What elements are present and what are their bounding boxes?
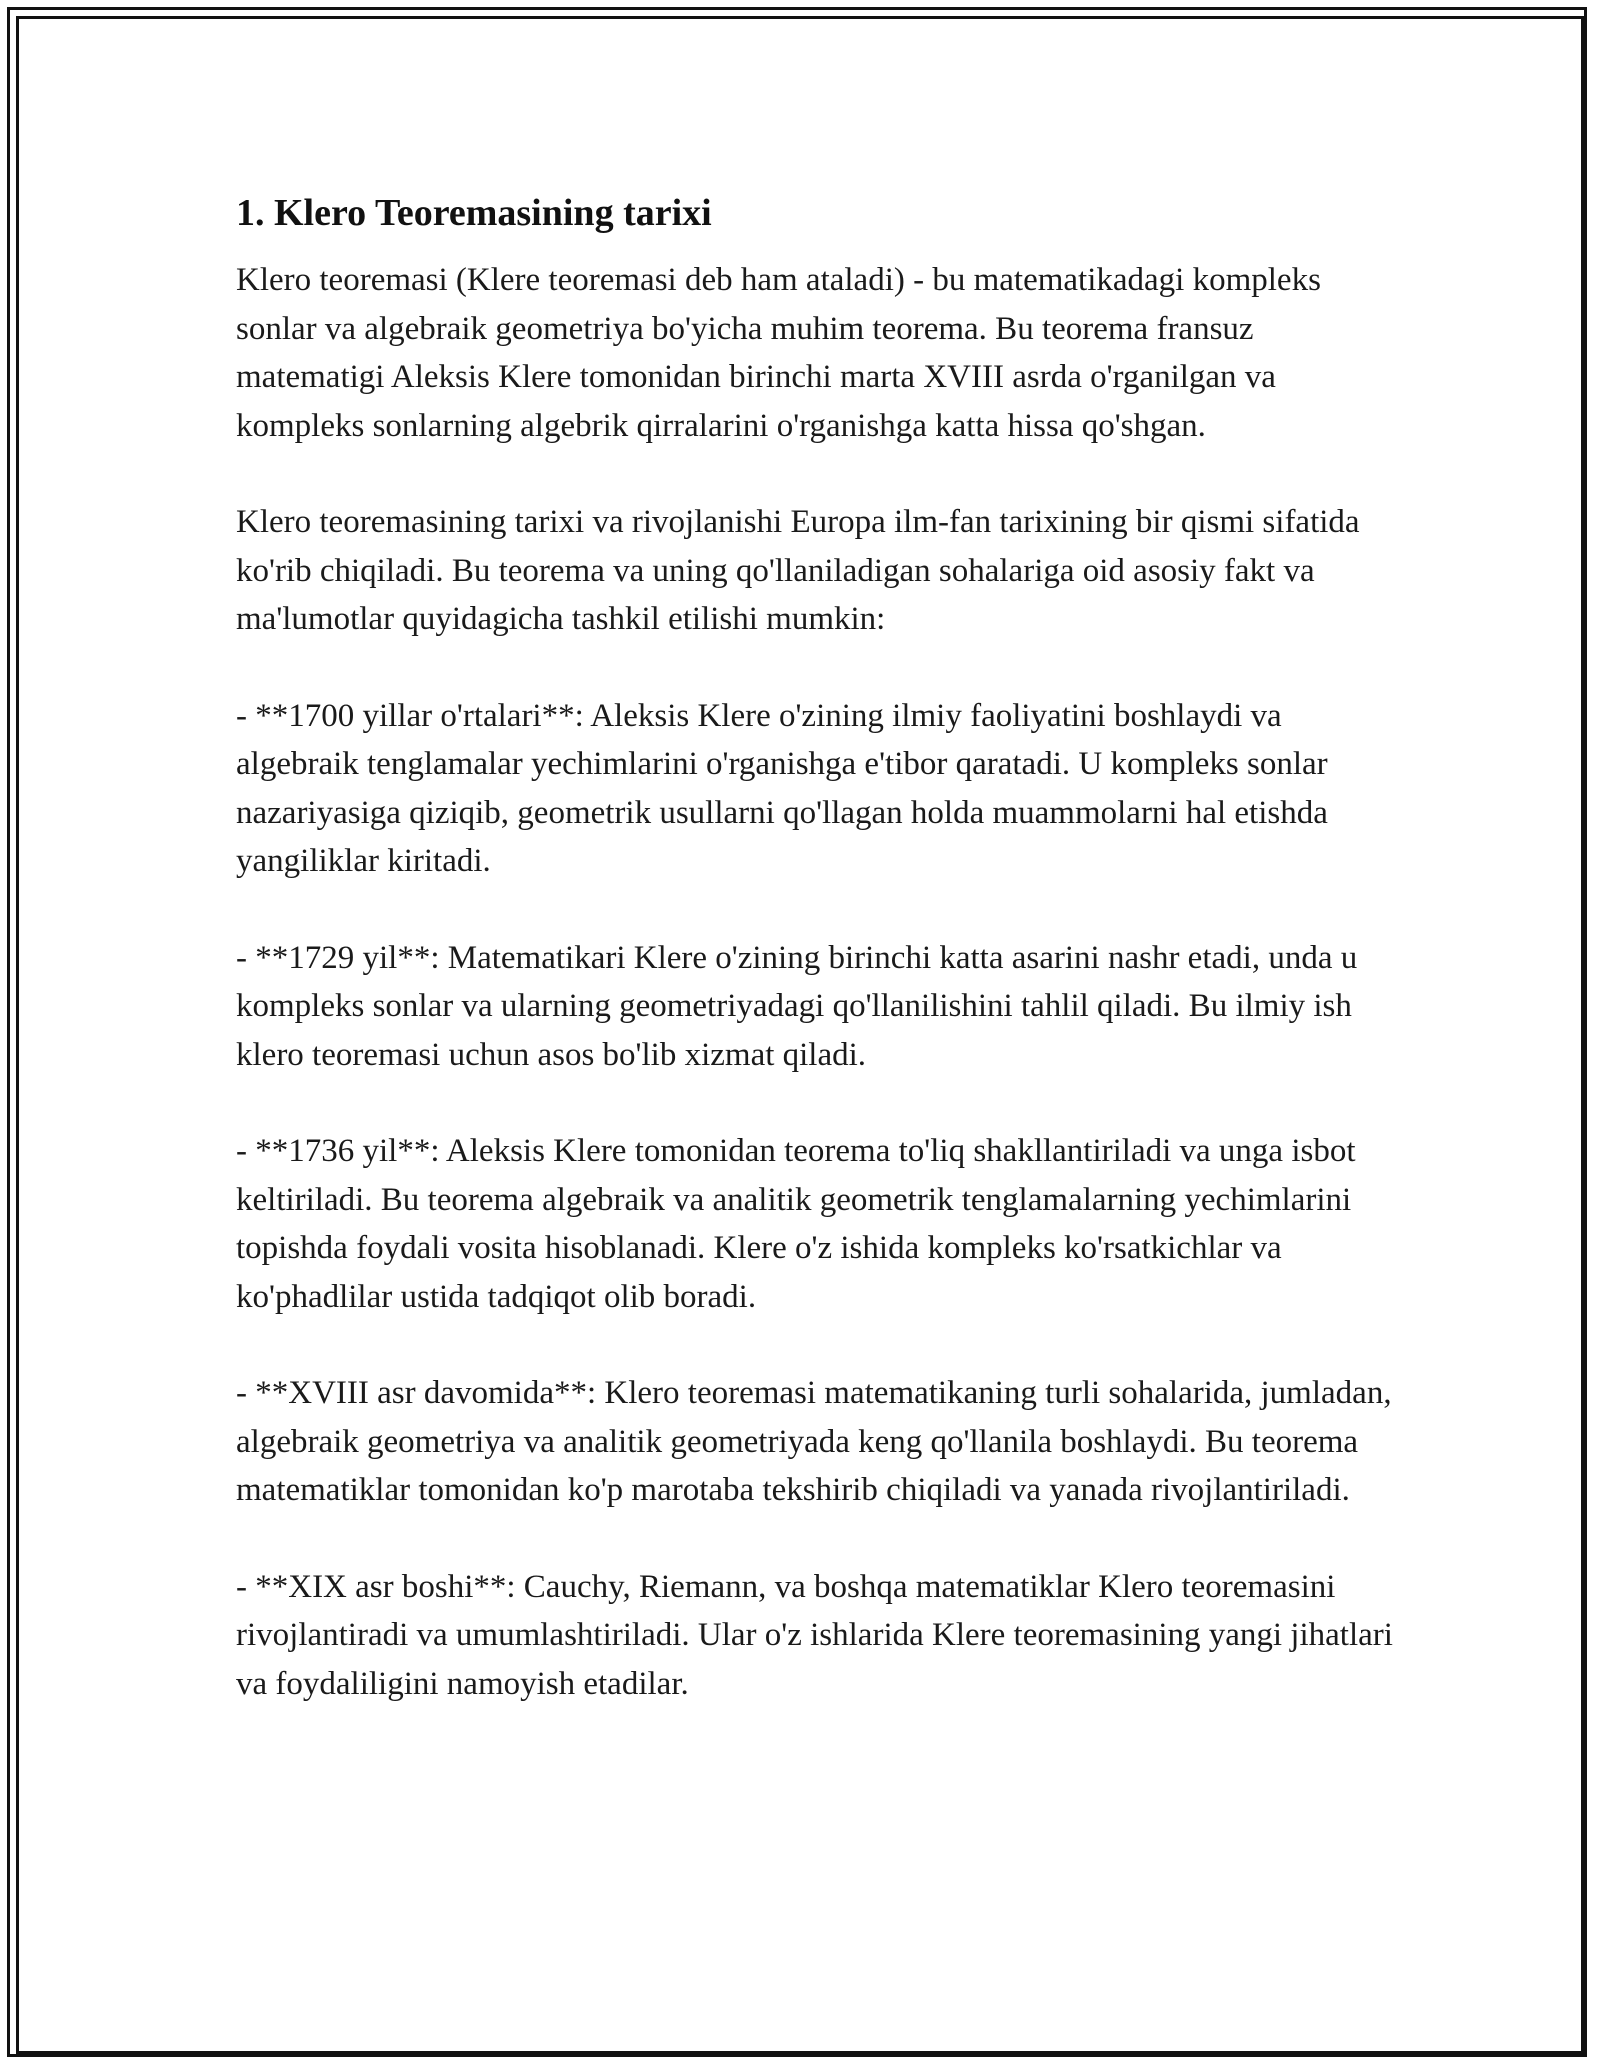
paragraph-history: Klero teoremasining tarixi va rivojlanishi Europa ilm-fan tarixining bir qismi sifatida ko'rib chiqiladi. Bu teorema va uning qo'llaniladigan sohalariga oid asosiy fakt va ma'lumotlar quyidagicha tashkil etilishi mumkin: [236, 504, 1360, 637]
list-item-1729: - **1729 yil**: Matematikari Klere o'zining birinchi katta asarini nashr etadi, unda u kompleks sonlar va ularning geometriyadagi qo'llanilishini tahlil qiladi. Bu ilmiy ish klero teoremasi uchun asos bo'lib xizmat qiladi. [236, 939, 1358, 1073]
list-item-19th-century: - **XIX asr boshi**: Cauchy, Riemann, va boshqa matematiklar Klero teoremasini rivojlantiradi va umumlashtiriladi. Ular o'z ishlarida Klere teoremasining yangi jihatlari va foydaliligini namoyish etadilar. [236, 1568, 1393, 1702]
list-item-1700s: - **1700 yillar o'rtalari**: Aleksis Klere o'zining ilmiy faoliyatini boshlaydi va algebraik tenglamalar yechimlarini o'rganishga e'tibor qaratadi. U kompleks sonlar nazariyasiga qiziqib, geometrik usullarni qo'llagan holda muammolarni hal etishda yangiliklar kiritadi. [236, 697, 1328, 879]
paragraph-intro: Klero teoremasi (Klere teoremasi deb ham ataladi) - bu matematikadagi kompleks sonlar va algebraik geometriya bo'yicha muhim teorema. Bu teorema fransuz matematigi Aleksis Klere tomonidan birinchi marta XVIII asrda o'rganilgan va kompleks sonlarning algebrik qirralarini o'rganishga katta hissa qo'shgan. [236, 262, 1321, 444]
document-body [236, 188, 1396, 1756]
document-title: 1. Klero Teoremasining tarixi [236, 192, 712, 234]
list-item-1736: - **1736 yil**: Aleksis Klere tomonidan teorema to'liq shakllantiriladi va unga isbot keltiriladi. Bu teorema algebraik va analitik geometrik tenglamalarning yechimlarini topishda foydali vosita hisoblanadi. Klere o'z ishida kompleks ko'rsatkichlar va ko'phadlilar ustida tadqiqot olib boradi. [236, 1133, 1356, 1315]
list-item-18th-century: - **XVIII asr davomida**: Klero teoremasi matematikaning turli sohalarida, jumladan, algebraik geometriya va analitik geometriyada keng qo'llanila boshlaydi. Bu teorema matematiklar tomonidan ko'p marotaba tekshirib chiqiladi va yanada rivojlantiriladi. [236, 1375, 1392, 1508]
